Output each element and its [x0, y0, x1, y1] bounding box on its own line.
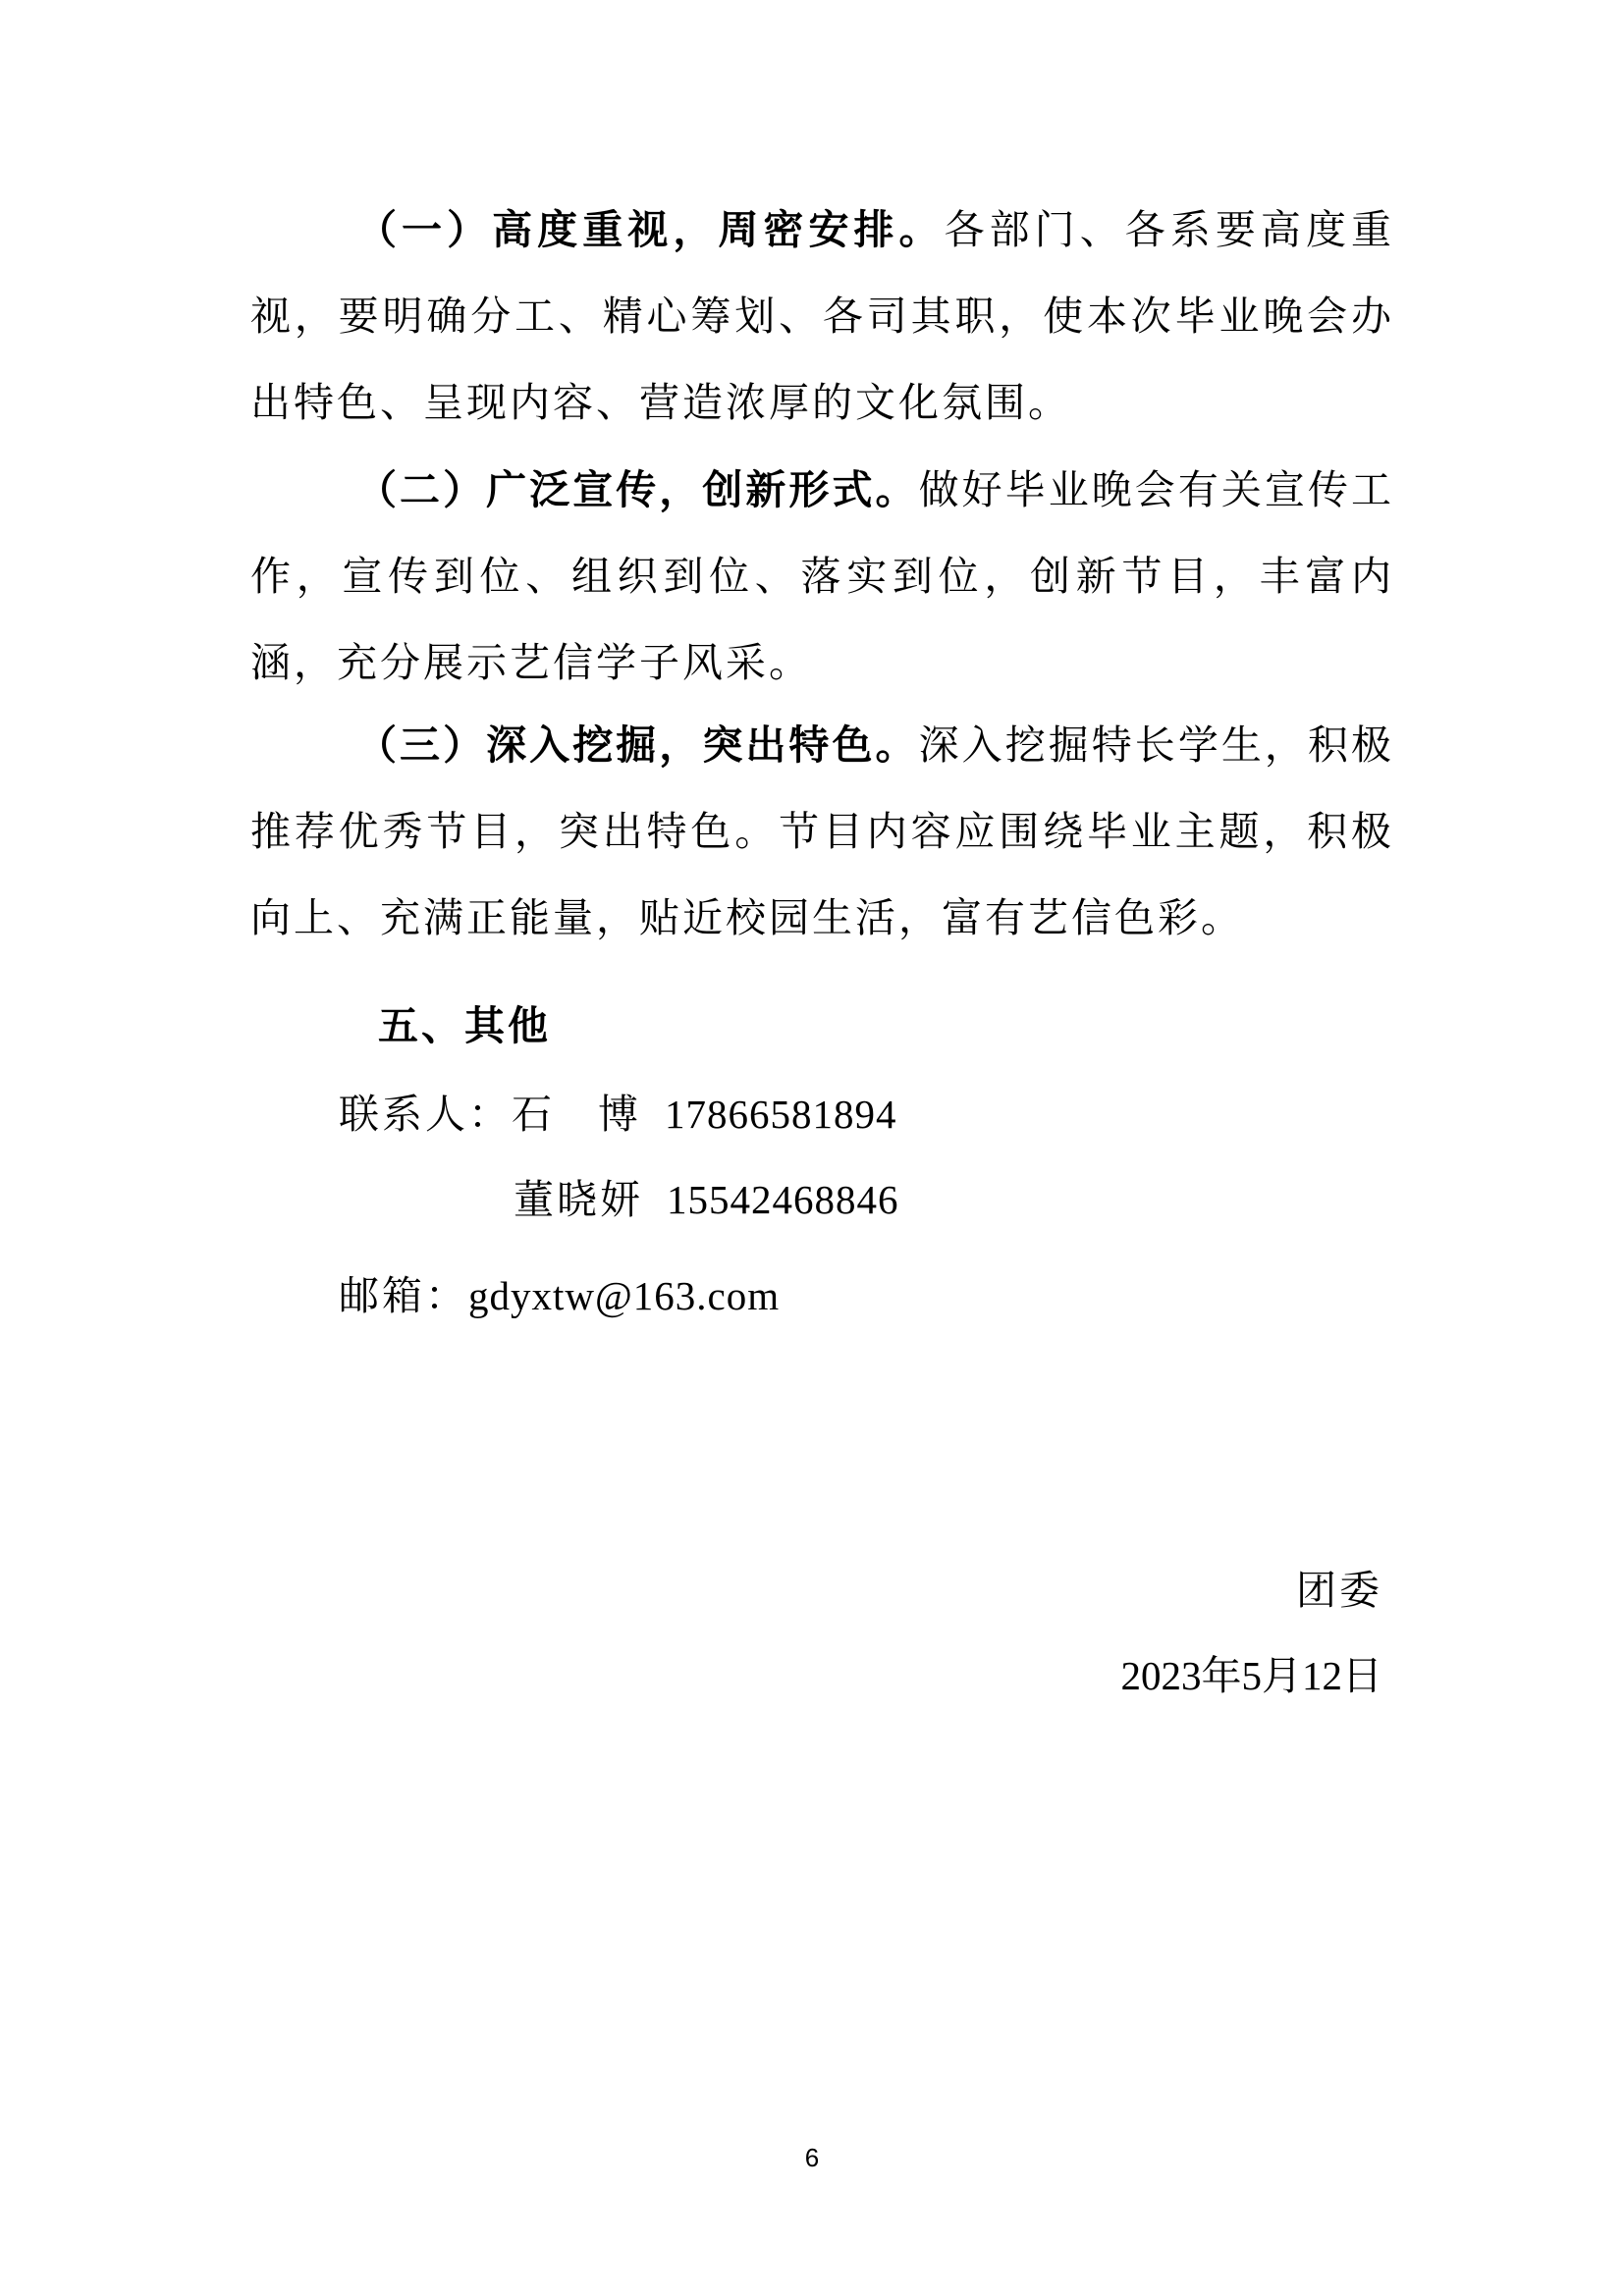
paragraph-1-body: 各部门、各系要高度重视，要明确分工、精心筹划、各司其职，使本次毕业晚会办出特色、呈现内容、营造浓厚的文化氛围。 — [250, 206, 1395, 426]
paragraph-2-body: 做好毕业晚会有关宣传工作，宣传到位、组织到位、落实到位，创新节目，丰富内涵，充分展示艺信学子风采。 — [250, 466, 1395, 686]
paragraph-2 — [250, 447, 1394, 706]
email-line — [339, 1266, 780, 1325]
signature-org: 团委 — [1296, 1567, 1382, 1614]
paragraph-2-lead: （二）广泛宣传，创新形式。 — [356, 466, 919, 513]
signature-date: 2023年5月12日 — [1120, 1653, 1382, 1698]
paragraph-3 — [250, 702, 1394, 961]
contact-name-2: 董晓妍 — [514, 1176, 643, 1223]
paragraph-1-lead: （一）高度重视，周密安排。 — [356, 206, 945, 253]
paragraph-3-body: 深入挖掘特长学生，积极推荐优秀节目，突出特色。节目内容应围绕毕业主题，积极向上、充满正能量，贴近校园生活，富有艺信色彩。 — [250, 721, 1395, 941]
email-label: 邮箱： — [339, 1272, 468, 1319]
contact-label: 联系人： — [339, 1091, 512, 1138]
page-number: 6 — [804, 2143, 820, 2172]
contact-line-1 — [339, 1085, 897, 1144]
contact-phone-2: 15542468846 — [667, 1177, 899, 1222]
paragraph-3-lead: （三）深入挖掘，突出特色。 — [356, 721, 919, 769]
paragraph-1 — [250, 187, 1394, 446]
email-address[interactable]: gdyxtw@163.com — [468, 1273, 781, 1318]
section-heading: 五、其他 — [378, 1002, 551, 1049]
contact-line-2 — [514, 1170, 899, 1229]
contact-name-1: 石 博 — [512, 1091, 641, 1138]
contact-phone-1: 17866581894 — [665, 1092, 897, 1137]
